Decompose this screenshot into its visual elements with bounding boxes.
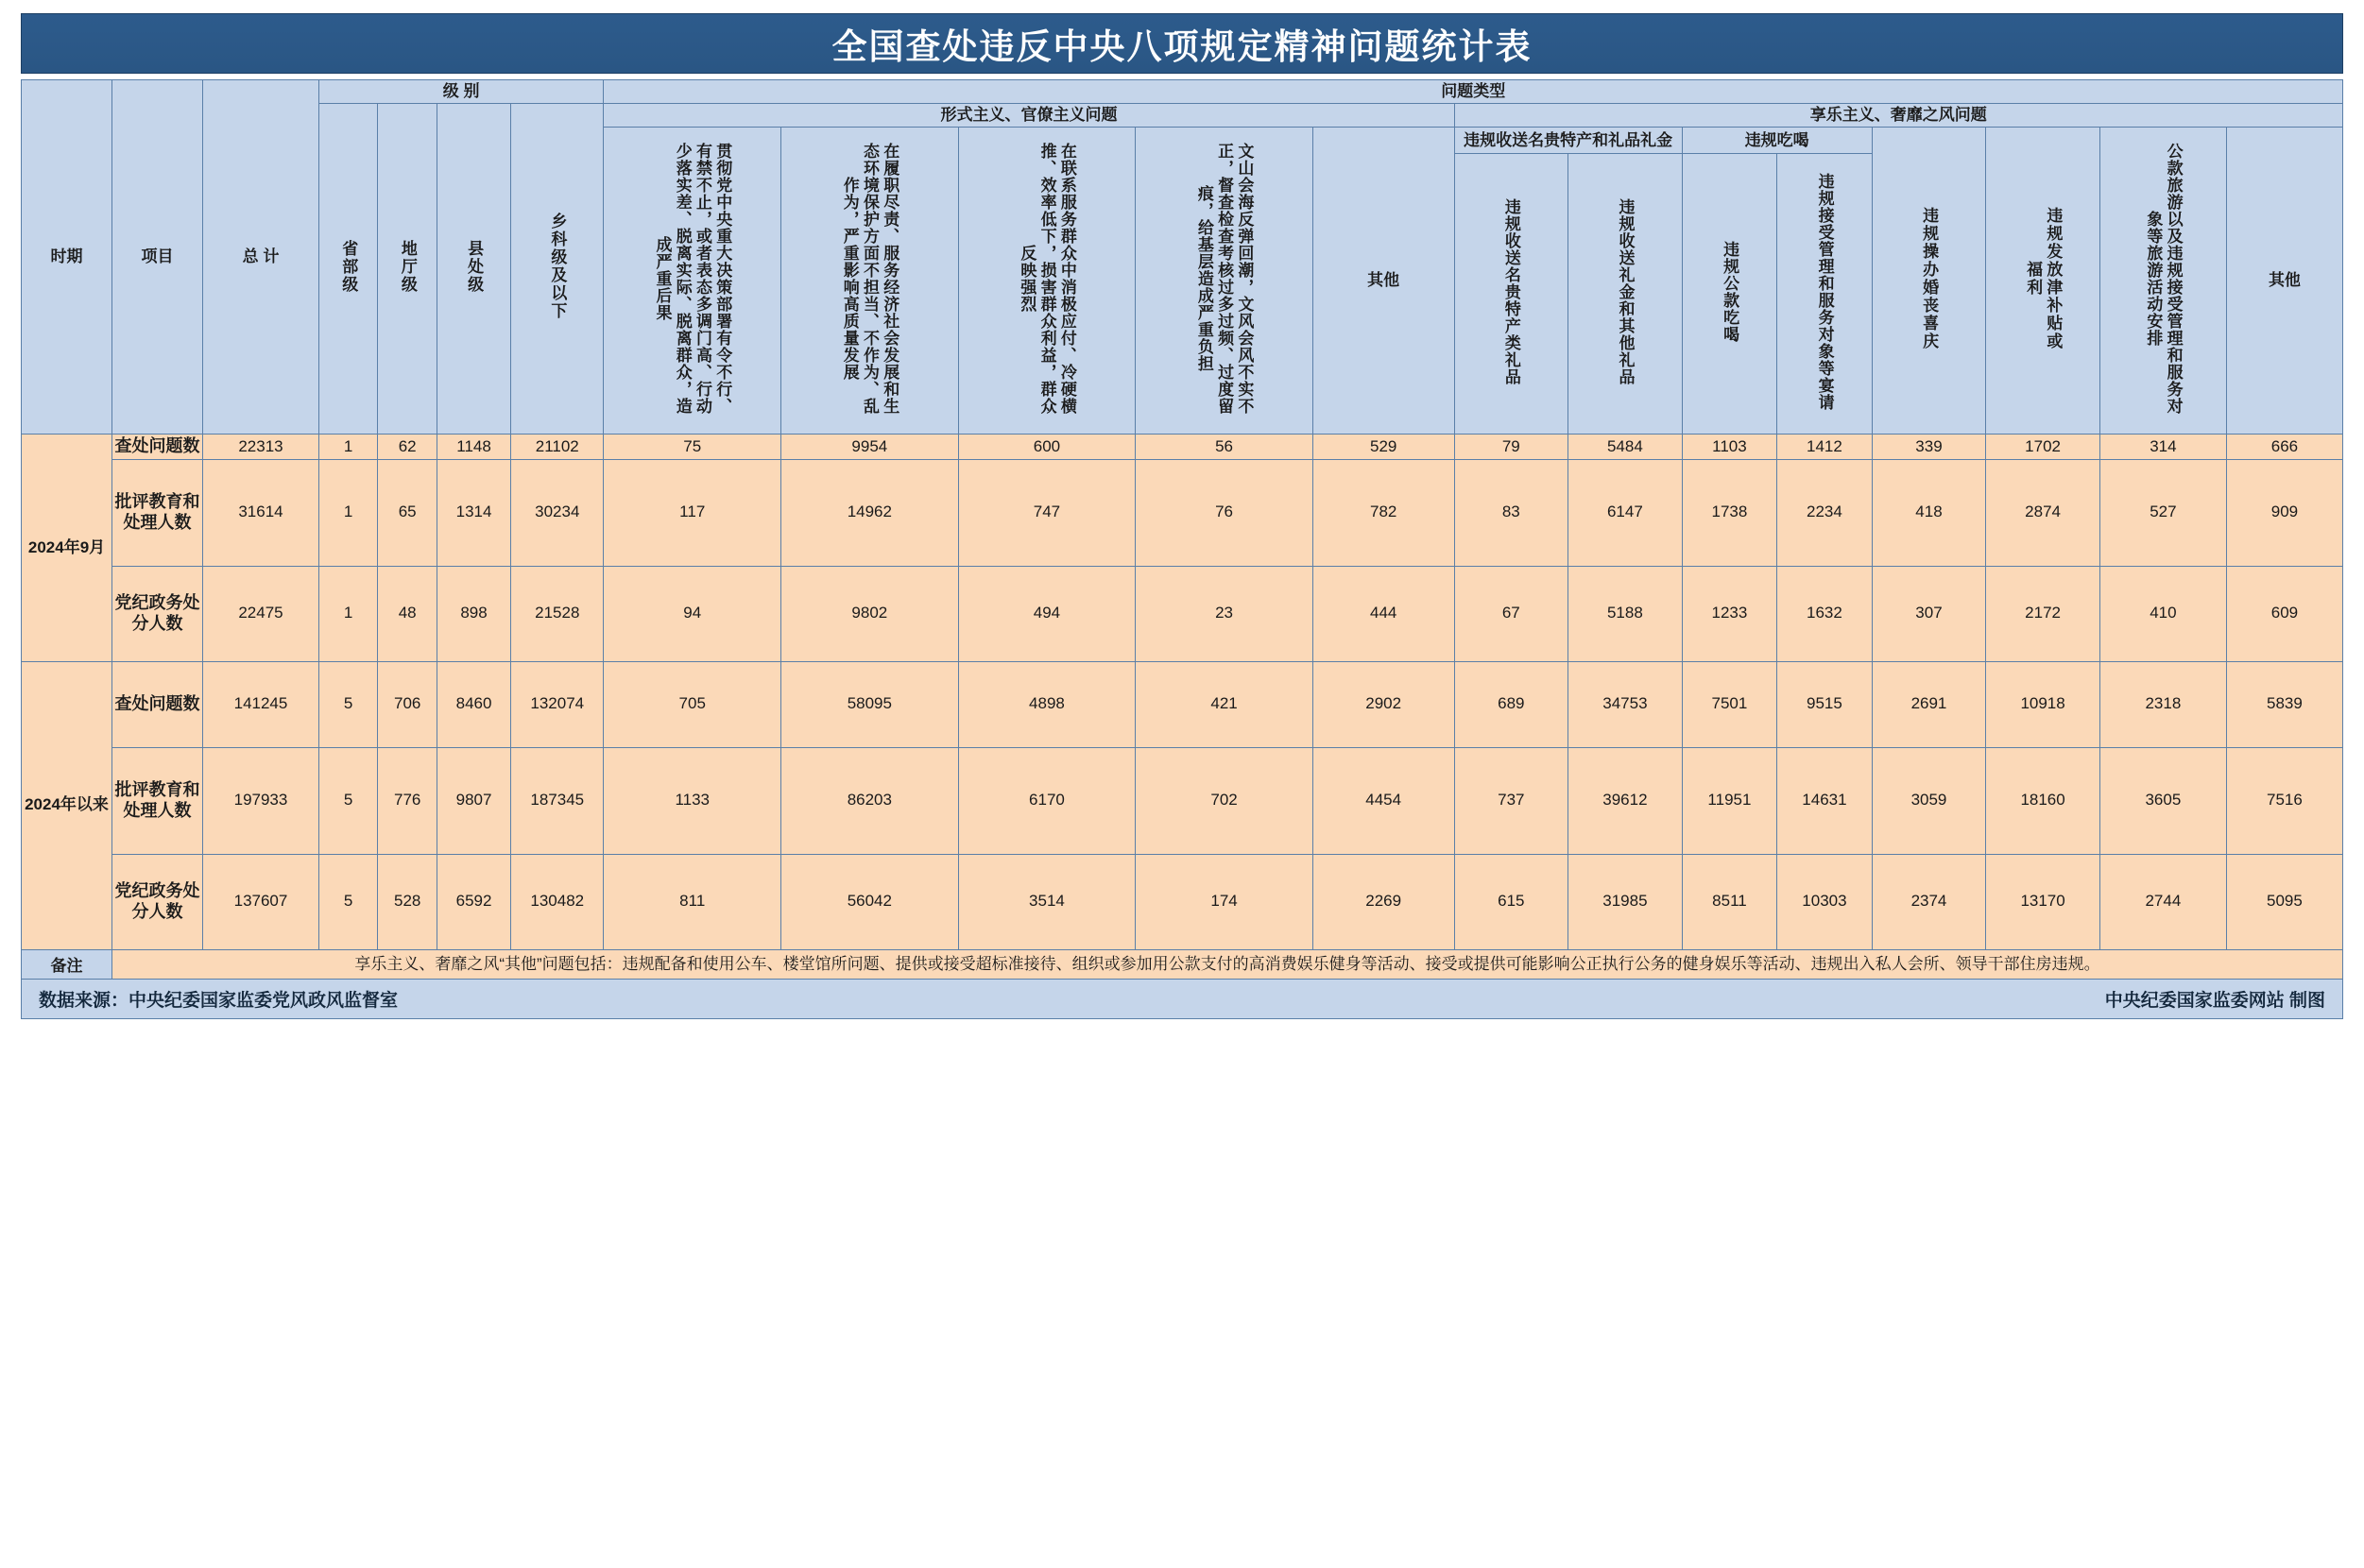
cell-level-provincial: 5 [318, 661, 378, 747]
cell-level-township: 132074 [511, 661, 604, 747]
header-banquet-col-1: 违规公款吃喝 [1682, 154, 1777, 435]
cell-hedonism-other: 666 [2226, 435, 2342, 460]
row-label: 查处问题数 [112, 435, 203, 460]
cell-gift-2: 5188 [1568, 566, 1683, 661]
footer-bar [21, 980, 2343, 1019]
cell-total: 137607 [203, 854, 319, 949]
header-formalism-col-other: 其他 [1312, 128, 1454, 435]
cell-gift-2: 39612 [1568, 747, 1683, 854]
header-gift-col-1: 违规收送名贵特产类礼品 [1454, 154, 1568, 435]
cell-formalism-other: 444 [1312, 566, 1454, 661]
credit: 中央纪委国家监委网站 制图 [2104, 991, 2325, 1012]
cell-formalism-3: 600 [958, 435, 1136, 460]
cell-travel: 527 [2099, 459, 2226, 566]
cell-formalism-3: 747 [958, 459, 1136, 566]
cell-hedonism-other: 7516 [2226, 747, 2342, 854]
header-period: 时期 [22, 80, 112, 435]
cell-formalism-other: 2902 [1312, 661, 1454, 747]
cell-banquet-2: 1412 [1777, 435, 1873, 460]
cell-banquet-1: 7501 [1682, 661, 1777, 747]
cell-gift-1: 67 [1454, 566, 1568, 661]
row-label: 查处问题数 [112, 661, 203, 747]
cell-gift-1: 615 [1454, 854, 1568, 949]
cell-gift-1: 83 [1454, 459, 1568, 566]
cell-formalism-other: 4454 [1312, 747, 1454, 854]
cell-wedding: 418 [1872, 459, 1986, 566]
cell-travel: 3605 [2099, 747, 2226, 854]
cell-wedding: 307 [1872, 566, 1986, 661]
cell-level-township: 187345 [511, 747, 604, 854]
statistics-table [21, 79, 2343, 980]
cell-level-prefecture: 62 [378, 435, 437, 460]
cell-gift-2: 6147 [1568, 459, 1683, 566]
header-formalism-col-3: 在联系服务群众中消极应付、冷硬横推、效率低下，损害群众利益，群众反映强烈 [958, 128, 1136, 435]
cell-banquet-1: 1103 [1682, 435, 1777, 460]
cell-formalism-4: 702 [1136, 747, 1313, 854]
cell-formalism-2: 86203 [781, 747, 959, 854]
header-level-prefecture: 地厅级 [378, 104, 437, 435]
cell-level-prefecture: 48 [378, 566, 437, 661]
table-row [22, 566, 2343, 661]
cell-banquet-1: 1233 [1682, 566, 1777, 661]
cell-level-county: 1314 [437, 459, 510, 566]
row-label: 党纪政务处分人数 [112, 566, 203, 661]
cell-formalism-2: 58095 [781, 661, 959, 747]
cell-banquet-2: 9515 [1777, 661, 1873, 747]
note-row [22, 949, 2343, 979]
cell-level-county: 6592 [437, 854, 510, 949]
table-row [22, 661, 2343, 747]
cell-allowance: 2874 [1986, 459, 2100, 566]
cell-allowance: 1702 [1986, 435, 2100, 460]
cell-total: 31614 [203, 459, 319, 566]
cell-gift-2: 31985 [1568, 854, 1683, 949]
table-row [22, 747, 2343, 854]
cell-level-provincial: 5 [318, 747, 378, 854]
header-level-township: 乡科级及以下 [511, 104, 604, 435]
period-label-1: 2024年9月 [22, 435, 112, 662]
cell-hedonism-other: 5839 [2226, 661, 2342, 747]
cell-level-prefecture: 776 [378, 747, 437, 854]
note-label: 备注 [22, 949, 112, 979]
header-banquet-col-2: 违规接受管理和服务对象等宴请 [1777, 154, 1873, 435]
row-label: 批评教育和处理人数 [112, 459, 203, 566]
cell-level-township: 21528 [511, 566, 604, 661]
header-hedonism-other: 其他 [2226, 128, 2342, 435]
cell-gift-2: 34753 [1568, 661, 1683, 747]
cell-travel: 410 [2099, 566, 2226, 661]
cell-gift-1: 689 [1454, 661, 1568, 747]
cell-allowance: 18160 [1986, 747, 2100, 854]
header-hedonism-travel: 公款旅游以及违规接受管理和服务对象等旅游活动安排 [2099, 128, 2226, 435]
header-hedonism-wedding: 违规操办婚丧喜庆 [1872, 128, 1986, 435]
cell-hedonism-other: 609 [2226, 566, 2342, 661]
cell-formalism-2: 14962 [781, 459, 959, 566]
cell-wedding: 2691 [1872, 661, 1986, 747]
cell-allowance: 2172 [1986, 566, 2100, 661]
cell-formalism-3: 6170 [958, 747, 1136, 854]
cell-hedonism-other: 909 [2226, 459, 2342, 566]
header-hedonism-allowance: 违规发放津补贴或福利 [1986, 128, 2100, 435]
period-label-2: 2024年以来 [22, 661, 112, 949]
header-banquet-group: 违规吃喝 [1682, 128, 1872, 154]
cell-level-county: 898 [437, 566, 510, 661]
cell-level-provincial: 1 [318, 435, 378, 460]
header-item: 项目 [112, 80, 203, 435]
cell-formalism-3: 3514 [958, 854, 1136, 949]
page-title: 全国查处违反中央八项规定精神问题统计表 [831, 26, 1533, 67]
note-text: 享乐主义、奢靡之风“其他”问题包括：违规配备和使用公车、楼堂馆所问题、提供或接受超标准接待、组织或参加用公款支付的高消费娱乐健身等活动、接受或提供可能影响公正执行公务的健身娱乐等活动、违规出入私人会所、领导干部住房违规。 [112, 949, 2343, 979]
cell-banquet-1: 8511 [1682, 854, 1777, 949]
cell-travel: 314 [2099, 435, 2226, 460]
cell-hedonism-other: 5095 [2226, 854, 2342, 949]
header-gift-col-2: 违规收送礼金和其他礼品 [1568, 154, 1683, 435]
cell-wedding: 2374 [1872, 854, 1986, 949]
cell-formalism-other: 529 [1312, 435, 1454, 460]
cell-level-provincial: 5 [318, 854, 378, 949]
data-source: 数据来源：中央纪委国家监委党风政风监督室 [39, 991, 399, 1012]
cell-level-prefecture: 706 [378, 661, 437, 747]
cell-level-township: 130482 [511, 854, 604, 949]
cell-banquet-2: 2234 [1777, 459, 1873, 566]
cell-formalism-1: 75 [604, 435, 781, 460]
cell-formalism-2: 9954 [781, 435, 959, 460]
cell-formalism-2: 56042 [781, 854, 959, 949]
header-level-county: 县处级 [437, 104, 510, 435]
cell-gift-1: 79 [1454, 435, 1568, 460]
cell-level-township: 30234 [511, 459, 604, 566]
cell-formalism-1: 94 [604, 566, 781, 661]
cell-travel: 2744 [2099, 854, 2226, 949]
cell-wedding: 339 [1872, 435, 1986, 460]
cell-level-prefecture: 528 [378, 854, 437, 949]
cell-level-provincial: 1 [318, 566, 378, 661]
header-formalism-group: 形式主义、官僚主义问题 [604, 104, 1454, 128]
cell-formalism-other: 782 [1312, 459, 1454, 566]
cell-formalism-3: 4898 [958, 661, 1136, 747]
header-level-group: 级 别 [318, 80, 604, 104]
cell-banquet-2: 14631 [1777, 747, 1873, 854]
page-title-bar [21, 13, 2343, 74]
row-label: 党纪政务处分人数 [112, 854, 203, 949]
cell-banquet-2: 10303 [1777, 854, 1873, 949]
cell-allowance: 10918 [1986, 661, 2100, 747]
header-hedonism-group: 享乐主义、奢靡之风问题 [1454, 104, 2343, 128]
cell-level-provincial: 1 [318, 459, 378, 566]
cell-formalism-1: 705 [604, 661, 781, 747]
header-total: 总 计 [203, 80, 319, 435]
cell-formalism-4: 76 [1136, 459, 1313, 566]
cell-formalism-1: 811 [604, 854, 781, 949]
cell-total: 141245 [203, 661, 319, 747]
header-formalism-col-4: 文山会海反弹回潮，文风会风不实不正，督查检查考核过多过频、过度留痕，给基层造成严重负担 [1136, 128, 1313, 435]
cell-total: 22313 [203, 435, 319, 460]
cell-formalism-2: 9802 [781, 566, 959, 661]
cell-level-prefecture: 65 [378, 459, 437, 566]
cell-total: 197933 [203, 747, 319, 854]
cell-formalism-4: 174 [1136, 854, 1313, 949]
table-row [22, 854, 2343, 949]
cell-formalism-4: 56 [1136, 435, 1313, 460]
header-level-provincial: 省部级 [318, 104, 378, 435]
cell-gift-1: 737 [1454, 747, 1568, 854]
row-label: 批评教育和处理人数 [112, 747, 203, 854]
cell-total: 22475 [203, 566, 319, 661]
cell-level-township: 21102 [511, 435, 604, 460]
cell-level-county: 9807 [437, 747, 510, 854]
header-type-group: 问题类型 [604, 80, 2343, 104]
cell-formalism-4: 23 [1136, 566, 1313, 661]
cell-allowance: 13170 [1986, 854, 2100, 949]
cell-formalism-1: 117 [604, 459, 781, 566]
statistics-table-page [0, 13, 2364, 1568]
table-row [22, 459, 2343, 566]
cell-banquet-2: 1632 [1777, 566, 1873, 661]
cell-banquet-1: 1738 [1682, 459, 1777, 566]
cell-formalism-3: 494 [958, 566, 1136, 661]
header-row-2 [22, 104, 2343, 128]
header-formalism-col-1: 贯彻党中央重大决策部署有令不行、有禁不止，或者表态多调门高、行动少落实差、脱离实际、脱离群众，造成严重后果 [604, 128, 781, 435]
header-row-1 [22, 80, 2343, 104]
table-row [22, 435, 2343, 460]
cell-level-county: 8460 [437, 661, 510, 747]
cell-formalism-4: 421 [1136, 661, 1313, 747]
cell-formalism-1: 1133 [604, 747, 781, 854]
cell-travel: 2318 [2099, 661, 2226, 747]
cell-gift-2: 5484 [1568, 435, 1683, 460]
cell-level-county: 1148 [437, 435, 510, 460]
cell-banquet-1: 11951 [1682, 747, 1777, 854]
cell-formalism-other: 2269 [1312, 854, 1454, 949]
cell-wedding: 3059 [1872, 747, 1986, 854]
header-gift-group: 违规收送名贵特产和礼品礼金 [1454, 128, 1682, 154]
header-formalism-col-2: 在履职尽责、服务经济社会发展和生态环境保护方面不担当、不作为、乱作为，严重影响高质量发展 [781, 128, 959, 435]
